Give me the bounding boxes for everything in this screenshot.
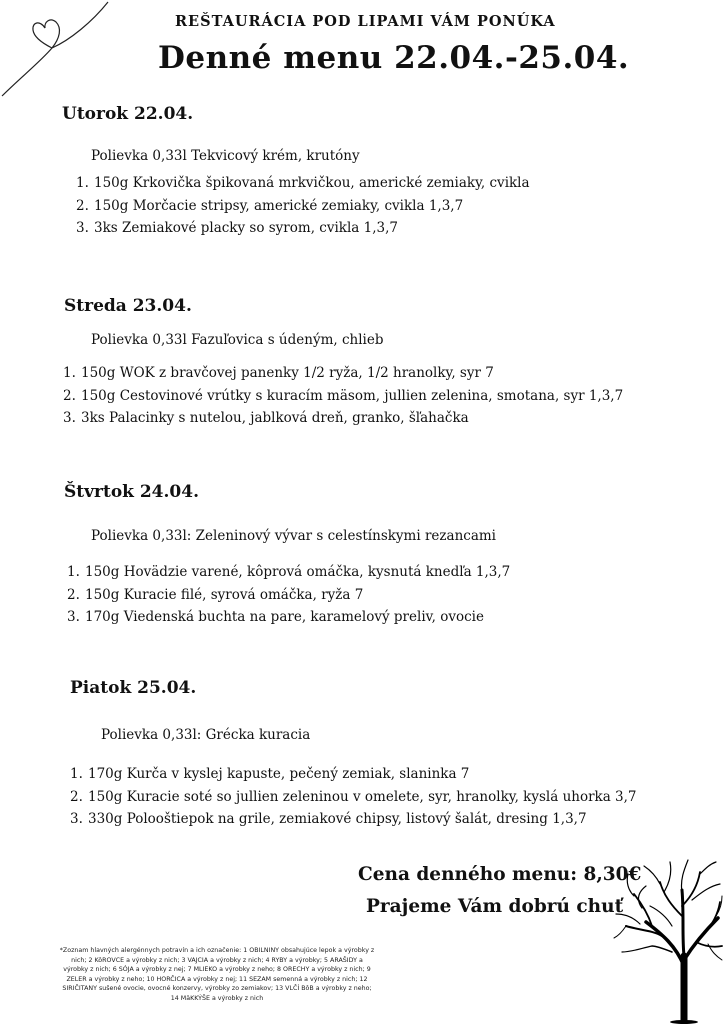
soup-friday: Polievka 0,33l: Grécka kuracia	[101, 727, 311, 743]
list-item	[76, 217, 530, 240]
item-text: 170g Viedenská buchta na pare, karamelový preliv, ovocie	[85, 609, 484, 625]
item-number: 2.	[70, 788, 83, 805]
list-item	[67, 561, 510, 584]
item-text: 150g Cestovinové vrútky s kuracím mäsom, jullien zelenina, smotana, syr 1,3,7	[81, 387, 624, 404]
item-text: 150g Hovädzie varené, kôprová omáčka, kysnutá knedľa 1,3,7	[85, 564, 511, 580]
list-item	[70, 808, 637, 831]
menu-price: Cena denného menu: 8,30€	[358, 864, 642, 885]
item-number: 3.	[76, 220, 89, 236]
closing-wish: Prajeme Vám dobrú chuť	[366, 896, 624, 917]
item-number: 3.	[67, 609, 80, 625]
heart-swirl-icon	[0, 0, 130, 110]
day-heading-thursday: Štvrtok 24.04.	[64, 482, 200, 502]
item-text: 150g Morčacie stripsy, americké zemiaky, cvikla 1,3,7	[94, 197, 464, 214]
item-number: 3.	[63, 410, 76, 426]
item-text: 3ks Palacinky s nutelou, jablková dreň, granko, šľahačka	[81, 410, 469, 426]
menu-list-thursday	[67, 561, 510, 629]
item-number: 2.	[76, 197, 89, 214]
restaurant-kicker: REŠTAURÁCIA POD LIPAMI VÁM PONÚKA	[175, 13, 556, 30]
list-item	[63, 407, 623, 430]
day-heading-wednesday: Streda 23.04.	[64, 296, 192, 316]
list-item	[76, 195, 530, 218]
page-title: Denné menu 22.04.-25.04.	[158, 40, 630, 76]
item-text: 150g Kuracie filé, syrová omáčka, ryža 7	[85, 586, 364, 603]
item-text: 150g Krkovička špikovaná mrkvičkou, americké zemiaky, cvikla	[94, 175, 530, 191]
tree-icon	[612, 856, 724, 1024]
item-number: 1.	[76, 175, 89, 191]
day-heading-tuesday: Utorok 22.04.	[62, 104, 194, 124]
list-item	[67, 584, 510, 607]
list-item	[63, 362, 623, 385]
item-text: 3ks Zemiakové placky so syrom, cvikla 1,3,7	[94, 220, 398, 236]
item-text: 150g WOK z bravčovej panenky 1/2 ryža, 1/2 hranolky, syr 7	[81, 365, 494, 381]
menu-list-friday	[70, 763, 637, 831]
list-item	[76, 172, 530, 195]
item-number: 3.	[70, 811, 83, 827]
list-item	[70, 786, 637, 809]
item-text: 170g Kurča v kyslej kapuste, pečený zemiak, slaninka 7	[88, 766, 470, 782]
item-text: 150g Kuracie soté so jullien zeleninou v omelete, syr, hranolky, kyslá uhorka 3,7	[88, 788, 637, 805]
soup-wednesday: Polievka 0,33l Fazuľovica s údeným, chlieb	[91, 332, 384, 348]
list-item	[70, 763, 637, 786]
item-number: 1.	[67, 564, 80, 580]
soup-thursday: Polievka 0,33l: Zeleninový vývar s celestínskymi rezancami	[91, 528, 496, 544]
allergen-note: *Zoznam hlavných alergénnych potravín a ich označenie: 1 OBILNINY obsahujúce lepok a výrobky z nich; 2 KôROVCE a výrobky z nich; 3 VAJCIA a výrobky z nich; 4 RYBY a výrobky; 5 ARAŠIDY a výrobky z nich; 6 SÓJA a výrobky z nej; 7 MLIEKO a výrobky z neho; 8 ORECHY a výrobky z nich; 9 ZELER a výrobky z neho; 10 HORČICA a výrobky z nej; 11 SEZAM semenná a výrobky z nich; 12 SIRIČITANY sušené ovocie, ovocné konzervy, výrobky zo zemiakov; 13 VLČÍ BôB a výrobky z neho; 14 MäKKÝŠE a výrobky z nich	[59, 947, 375, 1002]
item-number: 2.	[67, 586, 80, 603]
item-text: 330g Polooštiepok na grile, zemiakové chipsy, listový šalát, dresing 1,3,7	[88, 811, 587, 827]
list-item	[67, 606, 510, 629]
item-number: 2.	[63, 387, 76, 404]
item-number: 1.	[70, 766, 83, 782]
menu-list-tuesday	[76, 172, 530, 240]
soup-tuesday: Polievka 0,33l Tekvicový krém, krutóny	[91, 148, 360, 164]
item-number: 1.	[63, 365, 76, 381]
list-item	[63, 385, 623, 408]
day-heading-friday: Piatok 25.04.	[70, 678, 197, 698]
menu-list-wednesday	[63, 362, 623, 430]
